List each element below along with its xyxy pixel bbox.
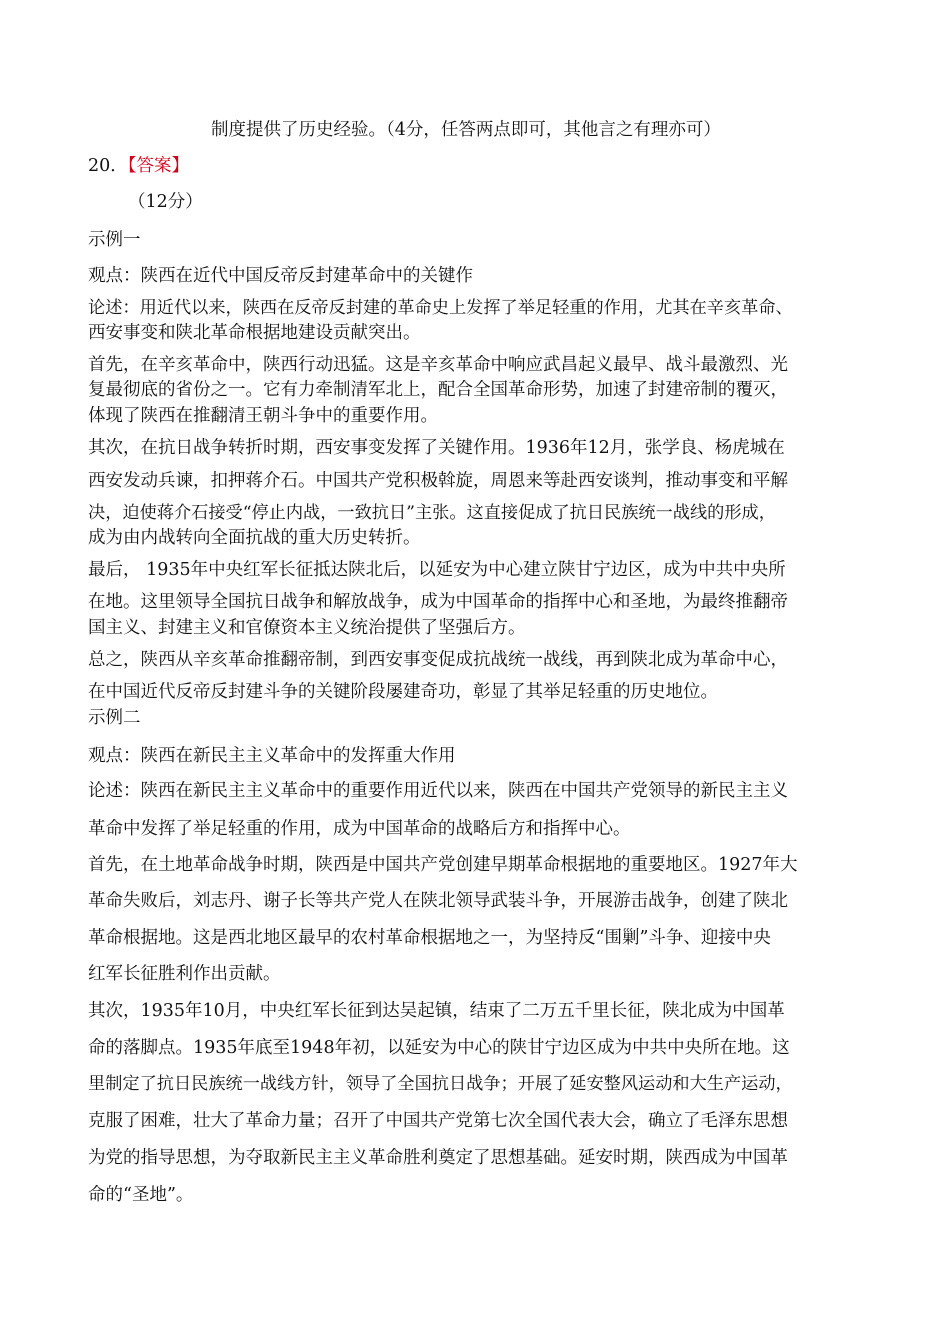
example-1-line: 其次，在抗日战争转折时期，西安事变发挥了关键作用。1936年12月，张学良、杨虎城在 <box>88 438 785 458</box>
example-2-line: 其次，1935年10月，中央红军长征到达吴起镇，结束了二万五千里长征，陕北成为中国革 <box>88 1001 785 1021</box>
example-1-line: 论述：用近代以来，陕西在反帝反封建的革命史上发挥了举足轻重的作用，尤其在辛亥革命、 <box>88 298 793 318</box>
example-2-line: 命的“圣地”。 <box>88 1185 194 1205</box>
example-2-line: 革命根据地。这是西北地区最早的农村革命根据地之一，为坚持反“围剿”斗争、迎接中央 <box>88 928 771 948</box>
example-2-line: 革命失败后，刘志丹、谢子长等共产党人在陕北领导武装斗争，开展游击战争，创建了陕北 <box>88 891 788 911</box>
example-1-line: 成为由内战转向全面抗战的重大历史转折。 <box>88 528 421 548</box>
example-1-line: 总之，陕西从辛亥革命推翻帝制，到西安事变促成抗战统一战线，再到陕北成为革命中心， <box>88 650 788 670</box>
example-1-line: 体现了陕西在推翻清王朝斗争中的重要作用。 <box>88 406 438 426</box>
example-1-line: 在中国近代反帝反封建斗争的关键阶段屡建奇功，彰显了其举足轻重的历史地位。 <box>88 682 718 702</box>
example-1-line: 在地。这里领导全国抗日战争和解放战争，成为中国革命的指挥中心和圣地，为最终推翻帝 <box>88 592 788 612</box>
example-2-line: 首先，在土地革命战争时期，陕西是中国共产党创建早期革命根据地的重要地区。1927年大 <box>88 855 798 875</box>
example-1-line: 西安发动兵谏，扣押蒋介石。中国共产党积极斡旋，周恩来等赴西安谈判，推动事变和平解 <box>88 471 788 491</box>
example-1-line: 观点：陕西在近代中国反帝反封建革命中的关键作 <box>88 266 473 286</box>
example-1-line: 首先，在辛亥革命中，陕西行动迅猛。这是辛亥革命中响应武昌起义最早、战斗最激烈、光 <box>88 355 788 375</box>
example-1-line: 最后， 1935年中央红军长征抵达陕北后，以延安为中心建立陕甘宁边区，成为中共中央所 <box>88 560 786 580</box>
example-2-line: 命的落脚点。1935年底至1948年初，以延安为中心的陕甘宁边区成为中共中央所在地。这 <box>88 1038 790 1058</box>
example-2-line: 观点：陕西在新民主主义革命中的发挥重大作用 <box>88 746 456 766</box>
example-1-line: 西安事变和陕北革命根据地建设贡献突出。 <box>88 323 421 343</box>
example-2-line: 克服了困难，壮大了革命力量；召开了中国共产党第七次全国代表大会，确立了毛泽东思想 <box>88 1111 788 1131</box>
previous-answer-tail: 制度提供了历史经验。（4分，任答两点即可，其他言之有理亦可） <box>211 120 721 140</box>
example-2-line: 为党的指导思想，为夺取新民主主义革命胜利奠定了思想基础。延安时期，陕西成为中国革 <box>88 1148 788 1168</box>
example-1-line: 决，迫使蒋介石接受“停止内战，一致抗日”主张。这直接促成了抗日民族统一战线的形成， <box>88 503 776 523</box>
question-20-header <box>88 154 189 178</box>
example-1-line: 国主义、封建主义和官僚资本主义统治提供了坚强后方。 <box>88 618 526 638</box>
answer-label: 【答案】 <box>127 156 190 176</box>
example-2-line: 革命中发挥了举足轻重的作用，成为中国革命的战略后方和指挥中心。 <box>88 819 631 839</box>
question-number: 20． <box>88 156 128 176</box>
example-2-line: 红军长征胜利作出贡献。 <box>88 964 281 984</box>
example-2-line: 论述：陕西在新民主主义革命中的重要作用近代以来，陕西在中国共产党领导的新民主主义 <box>88 781 788 801</box>
example-1-title: 示例一 <box>88 230 141 250</box>
score-note: （12分） <box>128 192 203 212</box>
example-2-line: 里制定了抗日民族统一战线方针，领导了全国抗日战争；开展了延安整风运动和大生产运动， <box>88 1074 793 1094</box>
example-2-title: 示例二 <box>88 708 141 728</box>
example-1-line: 复最彻底的省份之一。它有力牵制清军北上，配合全国革命形势，加速了封建帝制的覆灭， <box>88 380 788 400</box>
